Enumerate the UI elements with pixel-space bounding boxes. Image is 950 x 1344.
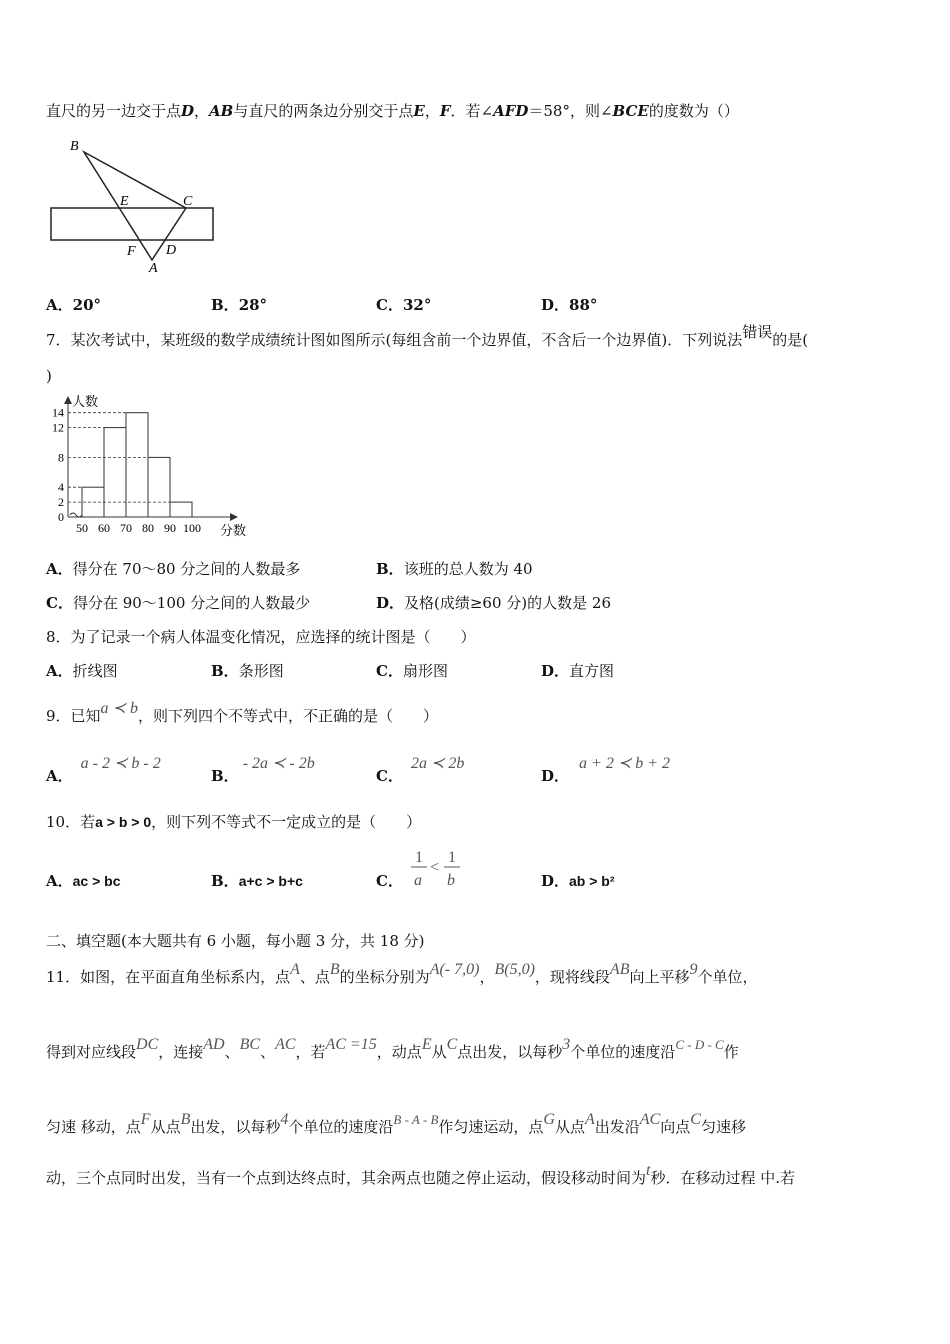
q6-stem — [46, 101, 739, 121]
q10-stem — [46, 812, 421, 832]
q6-opt-a-text: 20° — [72, 296, 102, 314]
q10-opt-b-text: a+c > b+c — [238, 873, 303, 889]
q9-stem — [46, 700, 438, 727]
q10-option-d[interactable] — [541, 871, 615, 891]
x-axis-arrow — [230, 513, 238, 521]
x-tick-100: 100 — [183, 521, 201, 535]
q11-l1-c: 的坐标分别为 — [339, 968, 430, 986]
q8-opt-b-key: B． — [211, 662, 239, 680]
q11-l1-d: ， — [479, 968, 495, 986]
q11-l2-h: 点出发，以每秒 — [457, 1043, 563, 1061]
bar-90-100 — [170, 502, 192, 517]
q7-histogram — [40, 392, 260, 542]
q9-option-b[interactable] — [211, 755, 315, 787]
q8-opt-c-text: 扇形图 — [402, 662, 448, 680]
ruler — [51, 208, 213, 240]
q9-opt-a-key: A． — [46, 767, 73, 785]
q7-option-d[interactable] — [376, 593, 611, 613]
q11-l1-b: 、点 — [299, 968, 330, 986]
q7-opt-a-text: 得分在 70～80 分之间的人数最多 — [72, 560, 301, 578]
q8-opt-d-text: 直方图 — [569, 662, 615, 680]
q6-point-e: E — [413, 102, 425, 120]
q11-line1 — [46, 961, 758, 988]
q6-opt-b-key: B． — [211, 296, 239, 314]
q7-stem-close: ) — [46, 367, 52, 385]
q11-point-g: G — [543, 1111, 555, 1128]
q6-point-d: D — [181, 102, 195, 120]
q10-option-c-fraction — [408, 845, 464, 895]
q11-l2-f: ，动点 — [376, 1043, 422, 1061]
x-tick-70: 70 — [120, 521, 132, 535]
q6-option-a[interactable] — [46, 295, 101, 315]
x-tick-90: 90 — [164, 521, 176, 535]
q11-l3-a: 匀速 移动，点 — [46, 1118, 141, 1136]
q11-l3-c: 出发，以每秒 — [190, 1118, 281, 1136]
q11-l3-g: 出发沿 — [594, 1118, 640, 1136]
q6-opt-d-key: D． — [541, 296, 570, 314]
q10-option-c[interactable] — [376, 871, 403, 891]
q11-num-3: 3 — [562, 1036, 571, 1053]
q11-point-c2: C — [690, 1111, 701, 1128]
q9-opt-d-text: a + 2 ≺ b + 2 — [579, 755, 671, 772]
q6-point-f: F — [439, 102, 451, 120]
q7-opt-b-text: 该班的总人数为 40 — [403, 560, 533, 578]
q6-comma1: ， — [194, 102, 210, 120]
q8-opt-b-text: 条形图 — [238, 662, 284, 680]
y-axis-arrow — [64, 396, 72, 404]
q11-l3-e: 作匀速运动，点 — [438, 1118, 544, 1136]
q7-stem-err: 错误 — [742, 323, 773, 341]
q6-seg-ab: AB — [209, 102, 234, 120]
q6-opt-c-text: 32° — [402, 296, 432, 314]
q9-opt-d-key: D． — [541, 767, 570, 785]
q11-l2-a: 得到对应线段 — [46, 1043, 137, 1061]
q11-l1-a: 11．如图，在平面直角坐标系内，点 — [46, 968, 291, 986]
q8-opt-c-key: C． — [376, 662, 403, 680]
q10-opt-a-text: ac > bc — [72, 873, 121, 889]
q6-figure — [40, 132, 230, 277]
q6-angle-afd: AFD — [493, 102, 529, 120]
q8-option-b[interactable] — [211, 661, 284, 681]
q11-point-b: B — [329, 961, 340, 978]
q11-l2-j: 作 — [723, 1043, 739, 1061]
q7-opt-a-key: A． — [46, 560, 73, 578]
q11-point-f: F — [140, 1111, 151, 1128]
q10-opt-c-key: C． — [376, 872, 403, 890]
q7-opt-d-key: D． — [376, 594, 405, 612]
q6-opt-b-text: 28° — [238, 296, 268, 314]
label-e: E — [120, 194, 129, 209]
q6-opt-d-text: 88° — [569, 296, 598, 314]
q7-option-c[interactable] — [46, 593, 310, 613]
y-axis-label: 人数 — [72, 394, 99, 409]
q11-point-a: A — [290, 961, 300, 978]
label-a: A — [149, 261, 158, 276]
q9-opt-c-text: 2a ≺ 2b — [410, 755, 465, 772]
bar-70-80 — [126, 413, 148, 517]
q6-stem-d: ＝58°，则∠ — [528, 102, 613, 120]
q10-condition: a > b > 0 — [95, 814, 152, 830]
q11-l2-c: 、 — [224, 1043, 240, 1061]
label-d: D — [166, 243, 177, 258]
q7-option-a[interactable] — [46, 559, 300, 579]
q9-stem-b: ，则下列四个不等式中，不正确的是（ ） — [137, 707, 438, 725]
q11-a-coord: A(- 7,0) — [429, 961, 480, 978]
q11-path-cdc: C - D - C — [675, 1037, 724, 1052]
x-tick-80: 80 — [142, 521, 154, 535]
q11-l3-i: 匀速移 — [700, 1118, 746, 1136]
q11-line3 — [46, 1111, 746, 1138]
q11-seg-bc: BC — [239, 1036, 261, 1053]
label-c: C — [183, 194, 193, 209]
q6-stem-e: 的度数为（） — [648, 102, 739, 120]
q6-angle-bce: BCE — [612, 102, 649, 120]
q11-l3-f: 从点 — [554, 1118, 585, 1136]
q11-line4 — [46, 1162, 796, 1189]
q11-ac-eq: AC =15 — [325, 1036, 377, 1053]
q9-option-c[interactable] — [376, 755, 465, 787]
q11-l3-h: 向点 — [660, 1118, 691, 1136]
q11-b-coord: B(5,0) — [494, 961, 535, 978]
q11-l3-b: 从点 — [150, 1118, 181, 1136]
label-f: F — [127, 244, 136, 259]
q11-point-b2: B — [180, 1111, 191, 1128]
q7-option-b[interactable] — [376, 559, 533, 579]
q6-option-c[interactable] — [376, 295, 431, 315]
y-tick-2: 2 — [58, 495, 64, 510]
y-tick-8: 8 — [58, 450, 64, 465]
q9-opt-a-text: a - 2 ≺ b - 2 — [80, 755, 161, 772]
q11-l1-e: ，现将线段 — [534, 968, 610, 986]
q11-l1-f: 向上平移 — [629, 968, 690, 986]
q6-option-d[interactable] — [541, 295, 597, 315]
y-tick-4: 4 — [58, 480, 64, 495]
q6-opt-c-key: C． — [376, 296, 403, 314]
q8-option-d[interactable] — [541, 661, 614, 681]
frac-lt: < — [430, 859, 440, 876]
q9-opt-b-text: - 2a ≺ - 2b — [242, 755, 315, 772]
bar-60-70 — [104, 428, 126, 517]
q10-option-a[interactable] — [46, 871, 121, 891]
q7-stem-end: 的是( — [772, 331, 809, 349]
q11-l2-d: 、 — [260, 1043, 276, 1061]
frac1-num: 1 — [415, 849, 423, 866]
axis-break — [70, 513, 82, 517]
q6-option-b[interactable] — [211, 295, 267, 315]
q9-stem-a: 9．已知 — [46, 707, 101, 725]
frac2-den: b — [447, 872, 455, 889]
q11-line2 — [46, 1036, 739, 1063]
q9-condition: a ≺ b — [100, 700, 138, 717]
q11-l4-a: 动，三个点同时出发，当有一个点到达终点时，其余两点也随之停止运动，假设移动时间为 — [46, 1169, 647, 1187]
q6-stem-b: 与直尺的两条边分别交于点 — [233, 102, 414, 120]
q11-seg-dc: DC — [136, 1036, 159, 1053]
q11-l1-g: 个单位， — [697, 968, 758, 986]
q11-seg-ab: AB — [609, 961, 630, 978]
q9-opt-c-key: C． — [376, 767, 403, 785]
q8-opt-d-key: D． — [541, 662, 570, 680]
q7-opt-b-key: B． — [376, 560, 404, 578]
frac2-num: 1 — [448, 849, 456, 866]
q7-stem — [46, 323, 809, 350]
q11-point-e: E — [421, 1036, 432, 1053]
q8-option-a[interactable] — [46, 661, 118, 681]
q8-opt-a-text: 折线图 — [72, 662, 118, 680]
q11-seg-ad: AD — [203, 1036, 225, 1053]
q6-opt-a-key: A． — [46, 296, 73, 314]
y-tick-14: 14 — [52, 405, 64, 420]
q6-stem-c: ．若∠ — [450, 102, 494, 120]
q11-l2-b: ，连接 — [158, 1043, 204, 1061]
q11-point-a2: A — [585, 1111, 595, 1128]
q6-stem-a: 直尺的另一边交于点 — [46, 102, 182, 120]
q10-opt-d-text: ab > b² — [569, 873, 615, 889]
q10-opt-a-key: A． — [46, 872, 73, 890]
x-tick-60: 60 — [98, 521, 110, 535]
q11-num-9: 9 — [689, 961, 698, 978]
x-axis-label: 分数 — [220, 523, 247, 538]
q8-opt-a-key: A． — [46, 662, 73, 680]
q10-stem-b: ，则下列不等式不一定成立的是（ ） — [151, 813, 422, 831]
section2-title: 二、填空题(本大题共有 6 小题，每小题 3 分，共 18 分) — [46, 932, 425, 950]
q9-opt-b-key: B． — [211, 767, 239, 785]
bar-80-90 — [148, 457, 170, 517]
q7-stem-text: 7．某次考试中，某班级的数学成绩统计图如图所示(每组含前一个边界值，不含后一个边界值)．下列说法 — [46, 331, 743, 349]
q6-comma2: ， — [424, 102, 440, 120]
q11-l2-i: 个单位的速度沿 — [570, 1043, 676, 1061]
q11-l4-b: 秒．在移动过程 中.若 — [650, 1169, 796, 1187]
q10-opt-b-key: B． — [211, 872, 239, 890]
q11-seg-ac2: AC — [639, 1111, 661, 1128]
q11-l2-e: ，若 — [295, 1043, 326, 1061]
q11-var-t: t — [646, 1162, 651, 1179]
q9-option-a[interactable] — [46, 755, 161, 787]
q10-stem-a: 10．若 — [46, 813, 96, 831]
y-tick-12: 12 — [52, 420, 64, 435]
q11-num-4: 4 — [280, 1111, 289, 1128]
q7-opt-c-key: C． — [46, 594, 73, 612]
frac1-den: a — [414, 872, 422, 889]
q11-path-bab: B - A - B — [393, 1112, 439, 1127]
q11-point-c: C — [446, 1036, 458, 1053]
x-tick-50: 50 — [76, 521, 88, 535]
q10-opt-d-key: D． — [541, 872, 570, 890]
q10-option-b[interactable] — [211, 871, 303, 891]
q9-option-d[interactable] — [541, 755, 671, 787]
y-tick-0: 0 — [58, 510, 64, 524]
q8-stem: 8．为了记录一个病人体温变化情况，应选择的统计图是（ ） — [46, 628, 476, 646]
q7-opt-c-text: 得分在 90～100 分之间的人数最少 — [72, 594, 311, 612]
q11-l3-d: 个单位的速度沿 — [288, 1118, 394, 1136]
label-b: B — [70, 139, 79, 154]
q11-seg-ac: AC — [275, 1036, 296, 1053]
q11-l2-g: 从 — [431, 1043, 447, 1061]
q7-opt-d-text: 及格(成绩≥60 分)的人数是 26 — [404, 594, 611, 612]
q8-option-c[interactable] — [376, 661, 448, 681]
